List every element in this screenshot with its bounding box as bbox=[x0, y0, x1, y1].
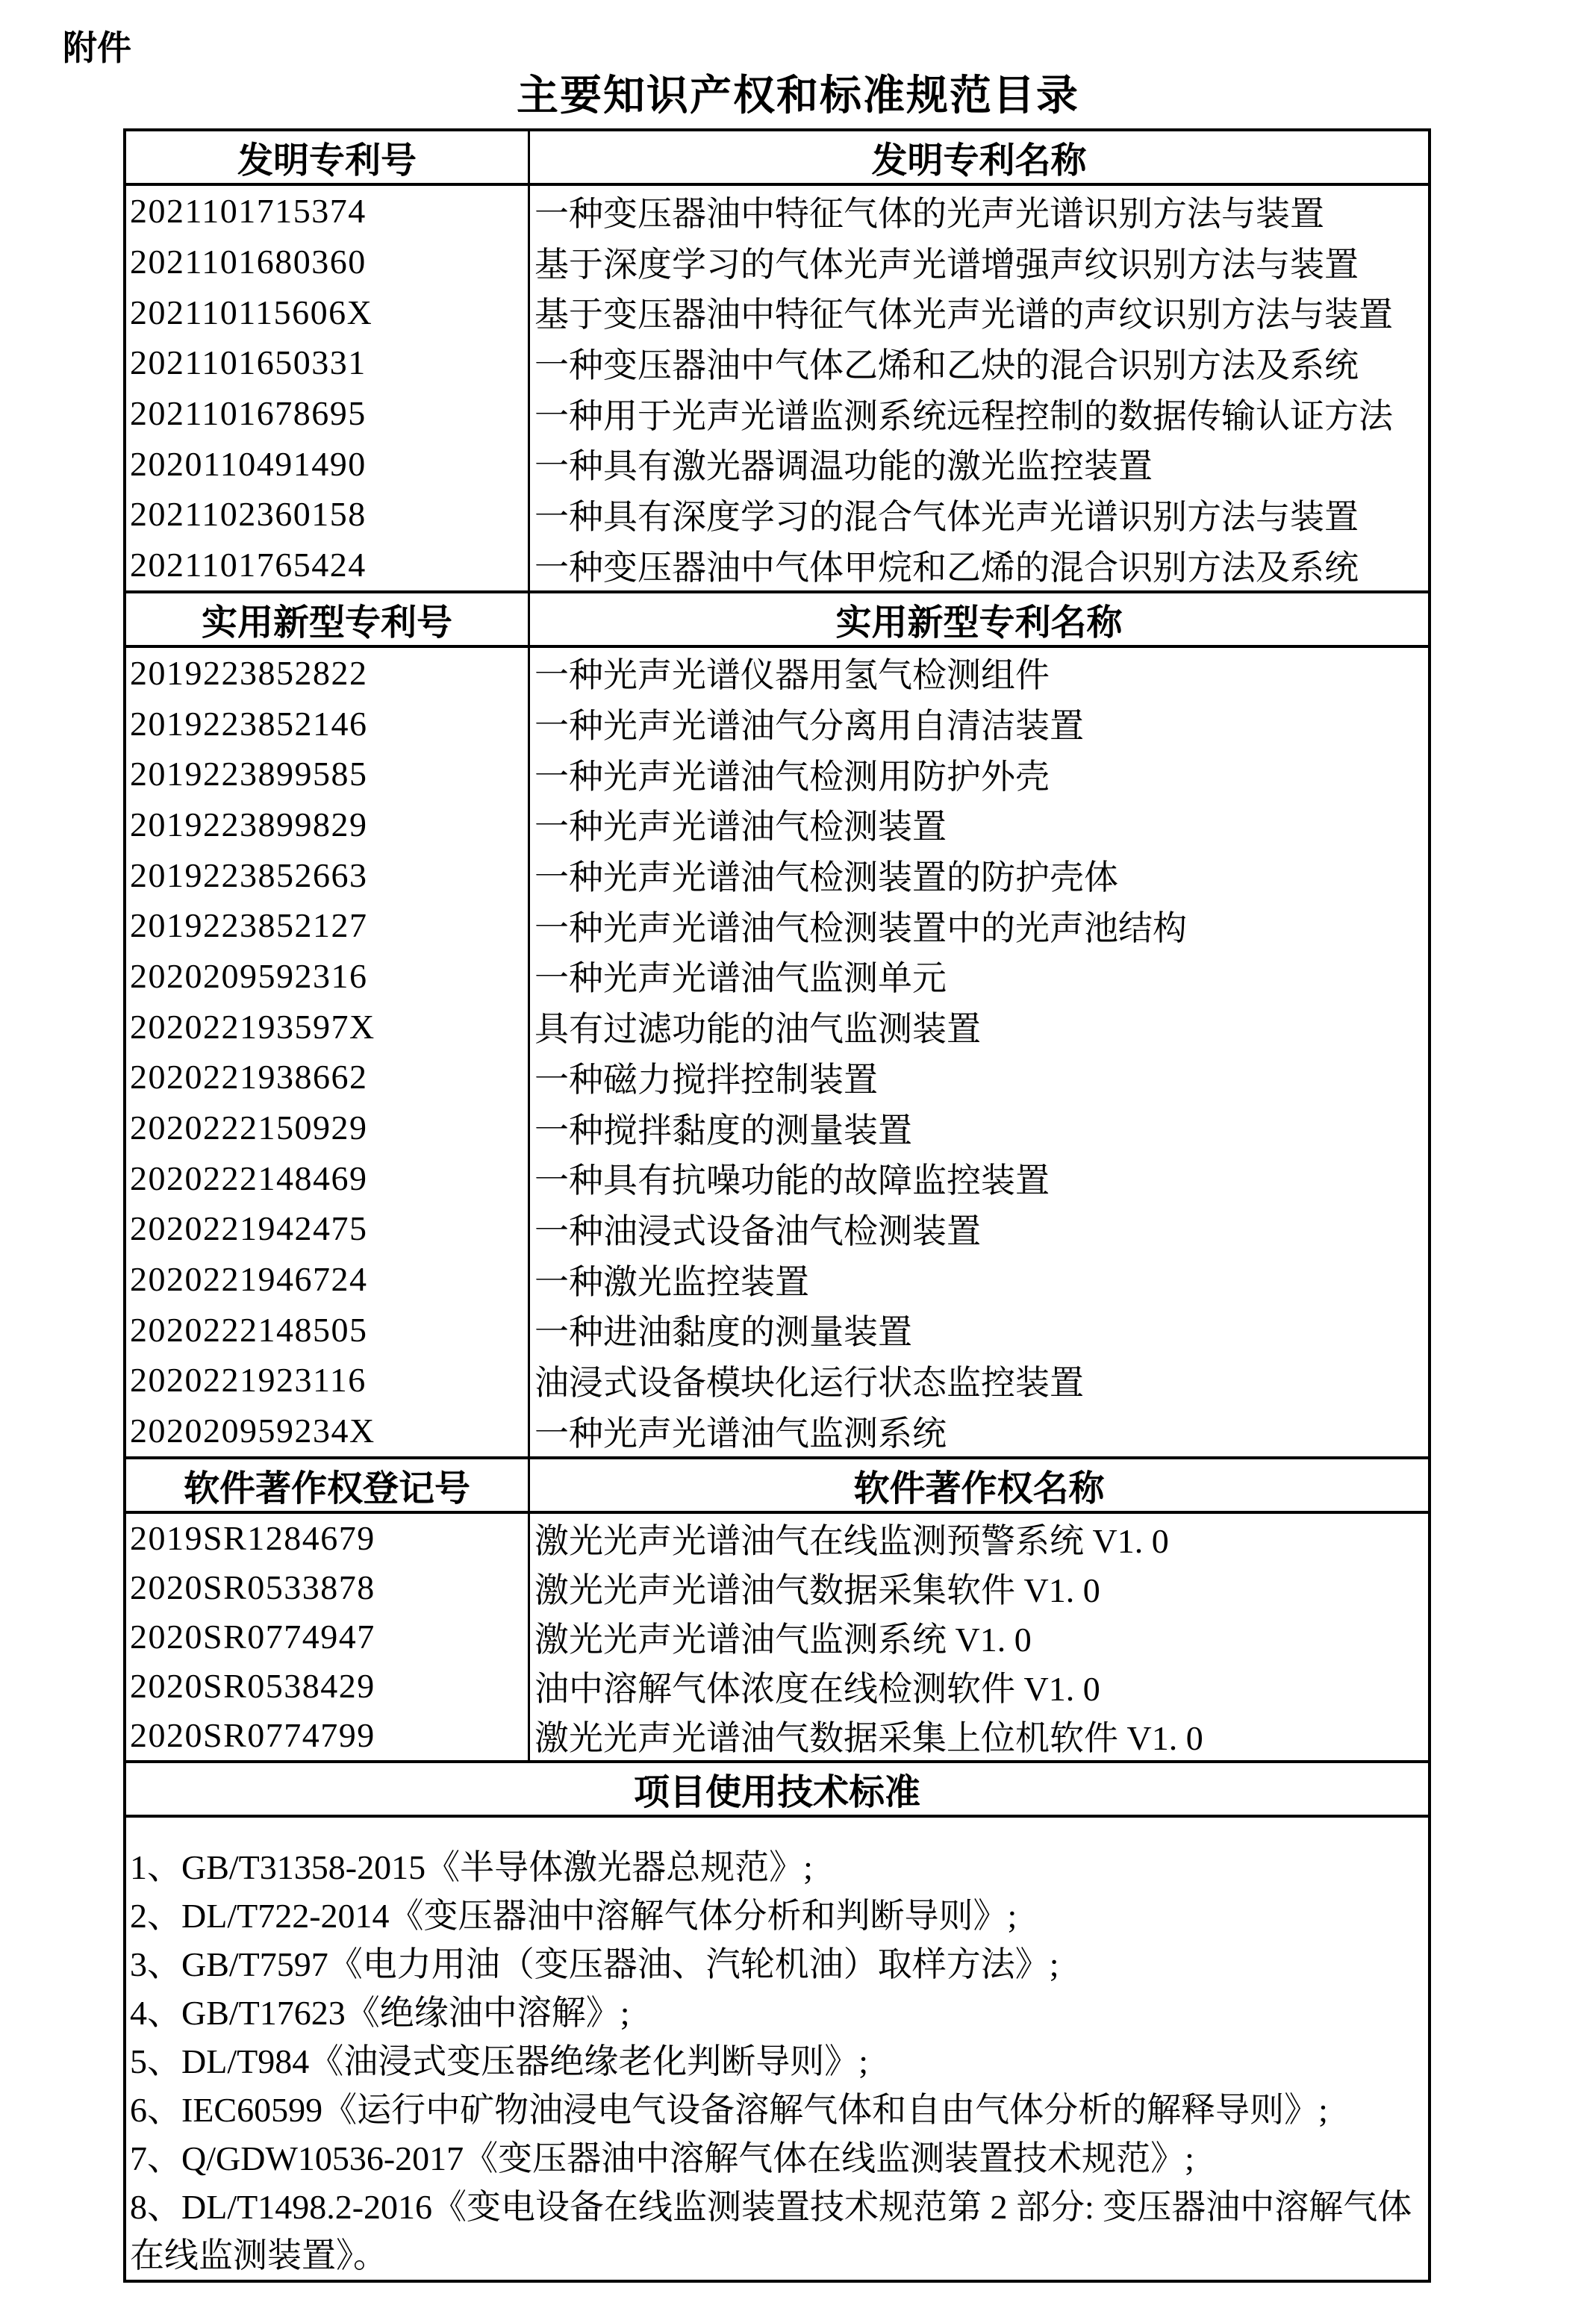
table-row bbox=[126, 1612, 1428, 1662]
column-header-patent-number: 实用新型专利号 bbox=[126, 593, 530, 645]
patent-number-cell: 202022193597X bbox=[126, 1001, 530, 1052]
patent-number-cell: 2021101715374 bbox=[126, 186, 530, 237]
table-row bbox=[126, 749, 1428, 799]
patent-name-cell: 一种搅拌黏度的测量装置 bbox=[534, 1111, 912, 1150]
table-row bbox=[126, 388, 1428, 439]
patent-name-cell: 一种光声光谱油气检测用防护外壳 bbox=[534, 757, 1050, 796]
patent-name-cell: 一种具有激光器调温功能的激光监控装置 bbox=[534, 447, 1153, 486]
standards-item: 6、IEC60599《运行中矿物油浸电气设备溶解气体和自由气体分析的解释导则》; bbox=[130, 2090, 1328, 2129]
patent-name-cell: 一种光声光谱油气检测装置 bbox=[534, 808, 947, 846]
standards-item: 8、DL/T1498.2-2016《变电设备在线监测装置技术规范第 2 部分: 变压器油中溶解气体在线监测装置》。 bbox=[130, 2187, 1412, 2274]
standards-list bbox=[126, 1818, 1428, 2280]
column-header-patent-name: 实用新型专利名称 bbox=[835, 602, 1123, 643]
attachment-label: 附件 bbox=[63, 28, 131, 67]
column-header-patent-name: 发明专利名称 bbox=[871, 141, 1087, 181]
patent-name-cell: 具有过滤功能的油气监测装置 bbox=[534, 1010, 981, 1049]
software-header-row bbox=[126, 1456, 1428, 1514]
patent-name-cell: 一种进油黏度的测量装置 bbox=[534, 1313, 912, 1352]
table-row bbox=[126, 186, 1428, 237]
table-row bbox=[126, 1052, 1428, 1103]
section-technical-standards bbox=[126, 1760, 1428, 2280]
standards-header: 项目使用技术标准 bbox=[126, 1760, 1428, 1818]
section-utility-model-patents bbox=[126, 590, 1428, 1456]
patent-number-cell: 2020SR0774799 bbox=[126, 1711, 530, 1760]
table-row bbox=[126, 900, 1428, 951]
table-row bbox=[126, 1103, 1428, 1153]
table-row bbox=[126, 1355, 1428, 1406]
table-row bbox=[126, 849, 1428, 900]
column-header-software-name: 软件著作权名称 bbox=[853, 1468, 1105, 1509]
patent-number-cell: 2020221938662 bbox=[126, 1052, 530, 1103]
standards-item: 3、GB/T7597《电力用油（变压器油、汽轮机油）取样方法》; bbox=[130, 1945, 1059, 1983]
patent-number-cell: 2021102360158 bbox=[126, 489, 530, 540]
patent-name-cell: 激光光声光谱油气数据采集上位机软件 V1. 0 bbox=[534, 1718, 1203, 1757]
table-row bbox=[126, 799, 1428, 850]
patent-name-cell: 一种光声光谱仪器用氢气检测组件 bbox=[534, 656, 1050, 695]
table-row bbox=[126, 1153, 1428, 1203]
patent-number-cell: 2019223852127 bbox=[126, 900, 530, 951]
column-header-patent-number: 发明专利号 bbox=[126, 131, 530, 183]
table-row bbox=[126, 1001, 1428, 1052]
patent-number-cell: 2019223899829 bbox=[126, 799, 530, 850]
table-row bbox=[126, 1514, 1428, 1563]
patent-name-cell: 激光光声光谱油气监测系统 V1. 0 bbox=[534, 1620, 1032, 1659]
table-row bbox=[126, 1406, 1428, 1456]
patent-number-cell: 2020222148505 bbox=[126, 1304, 530, 1355]
patent-name-cell: 一种光声光谱油气监测单元 bbox=[534, 959, 947, 998]
table-row bbox=[126, 1203, 1428, 1254]
patent-name-cell: 基于深度学习的气体光声光谱增强声纹识别方法与装置 bbox=[534, 245, 1359, 284]
table-row bbox=[126, 1563, 1428, 1612]
patent-name-cell: 油中溶解气体浓度在线检测软件 V1. 0 bbox=[534, 1669, 1100, 1708]
patent-name-cell: 一种变压器油中特征气体的光声光谱识别方法与装置 bbox=[534, 194, 1324, 233]
table-row bbox=[126, 1662, 1428, 1711]
patent-name-cell: 一种激光监控装置 bbox=[534, 1262, 809, 1301]
patent-number-cell: 202110115606X bbox=[126, 287, 530, 337]
invention-header-row bbox=[126, 131, 1428, 186]
patent-name-cell: 一种光声光谱油气检测装置中的光声池结构 bbox=[534, 908, 1187, 947]
patent-name-cell: 一种变压器油中气体乙烯和乙炔的混合识别方法及系统 bbox=[534, 346, 1359, 384]
patent-number-cell: 2020209592316 bbox=[126, 951, 530, 1002]
table-row bbox=[126, 438, 1428, 489]
patent-name-cell: 一种光声光谱油气监测系统 bbox=[534, 1414, 947, 1453]
patent-name-cell: 油浸式设备模块化运行状态监控装置 bbox=[534, 1363, 1084, 1402]
table-row bbox=[126, 648, 1428, 699]
standards-item: 7、Q/GDW10536-2017《变压器油中溶解气体在线监测装置技术规范》; bbox=[130, 2139, 1194, 2177]
patent-name-cell: 一种变压器油中气体甲烷和乙烯的混合识别方法及系统 bbox=[534, 548, 1359, 587]
patent-number-cell: 2020SR0774947 bbox=[126, 1612, 530, 1662]
utility-rows bbox=[126, 648, 1428, 1456]
patent-name-cell: 一种光声光谱油气分离用自清洁装置 bbox=[534, 707, 1084, 746]
table-row bbox=[126, 337, 1428, 388]
ip-and-standards-table bbox=[123, 128, 1431, 2283]
table-row bbox=[126, 951, 1428, 1002]
table-row bbox=[126, 489, 1428, 540]
section-invention-patents bbox=[126, 131, 1428, 590]
patent-number-cell: 2021101678695 bbox=[126, 388, 530, 439]
standards-item: 1、GB/T31358-2015《半导体激光器总规范》; bbox=[130, 1848, 813, 1886]
patent-number-cell: 2019223852822 bbox=[126, 648, 530, 699]
patent-name-cell: 激光光声光谱油气在线监测预警系统 V1. 0 bbox=[534, 1521, 1169, 1560]
patent-name-cell: 激光光声光谱油气数据采集软件 V1. 0 bbox=[534, 1571, 1100, 1609]
patent-name-cell: 一种具有抗噪功能的故障监控装置 bbox=[534, 1162, 1050, 1200]
patent-name-cell: 一种光声光谱油气检测装置的防护壳体 bbox=[534, 858, 1118, 897]
utility-header-row bbox=[126, 590, 1428, 648]
page-title: 主要知识产权和标准规范目录 bbox=[517, 72, 1079, 119]
patent-number-cell: 2020221942475 bbox=[126, 1203, 530, 1254]
patent-number-cell: 2020221923116 bbox=[126, 1355, 530, 1406]
patent-number-cell: 2020221946724 bbox=[126, 1254, 530, 1305]
patent-number-cell: 2019223852663 bbox=[126, 849, 530, 900]
patent-name-cell: 一种具有深度学习的混合气体光声光谱识别方法与装置 bbox=[534, 497, 1359, 536]
table-row bbox=[126, 1711, 1428, 1760]
table-row bbox=[126, 1254, 1428, 1305]
patent-number-cell: 202020959234X bbox=[126, 1406, 530, 1456]
patent-name-cell: 一种磁力搅拌控制装置 bbox=[534, 1060, 878, 1099]
standards-item: 2、DL/T722-2014《变压器油中溶解气体分析和判断导则》; bbox=[130, 1896, 1017, 1935]
table-row bbox=[126, 540, 1428, 590]
patent-name-cell: 一种用于光声光谱监测系统远程控制的数据传输认证方法 bbox=[534, 396, 1393, 435]
patent-number-cell: 2019SR1284679 bbox=[126, 1514, 530, 1563]
patent-number-cell: 2020222148469 bbox=[126, 1153, 530, 1203]
patent-number-cell: 2021101765424 bbox=[126, 540, 530, 590]
patent-name-cell: 一种油浸式设备油气检测装置 bbox=[534, 1212, 981, 1250]
patent-number-cell: 2019223852146 bbox=[126, 698, 530, 749]
column-header-registration-number: 软件著作权登记号 bbox=[126, 1459, 530, 1511]
patent-number-cell: 2020SR0533878 bbox=[126, 1563, 530, 1612]
patent-number-cell: 2020110491490 bbox=[126, 438, 530, 489]
standards-item: 4、GB/T17623《绝缘油中溶解》; bbox=[130, 1993, 630, 2032]
invention-rows bbox=[126, 186, 1428, 590]
table-row bbox=[126, 1304, 1428, 1355]
patent-name-cell: 基于变压器油中特征气体光声光谱的声纹识别方法与装置 bbox=[534, 296, 1393, 334]
software-rows bbox=[126, 1514, 1428, 1760]
patent-number-cell: 2019223899585 bbox=[126, 749, 530, 799]
patent-number-cell: 2021101680360 bbox=[126, 237, 530, 287]
table-row bbox=[126, 237, 1428, 287]
section-software-copyrights bbox=[126, 1456, 1428, 1760]
standards-item: 5、DL/T984《油浸式变压器绝缘老化判断导则》; bbox=[130, 2042, 868, 2080]
patent-number-cell: 2020SR0538429 bbox=[126, 1662, 530, 1711]
patent-number-cell: 2020222150929 bbox=[126, 1103, 530, 1153]
patent-number-cell: 2021101650331 bbox=[126, 337, 530, 388]
table-row bbox=[126, 287, 1428, 337]
table-row bbox=[126, 698, 1428, 749]
